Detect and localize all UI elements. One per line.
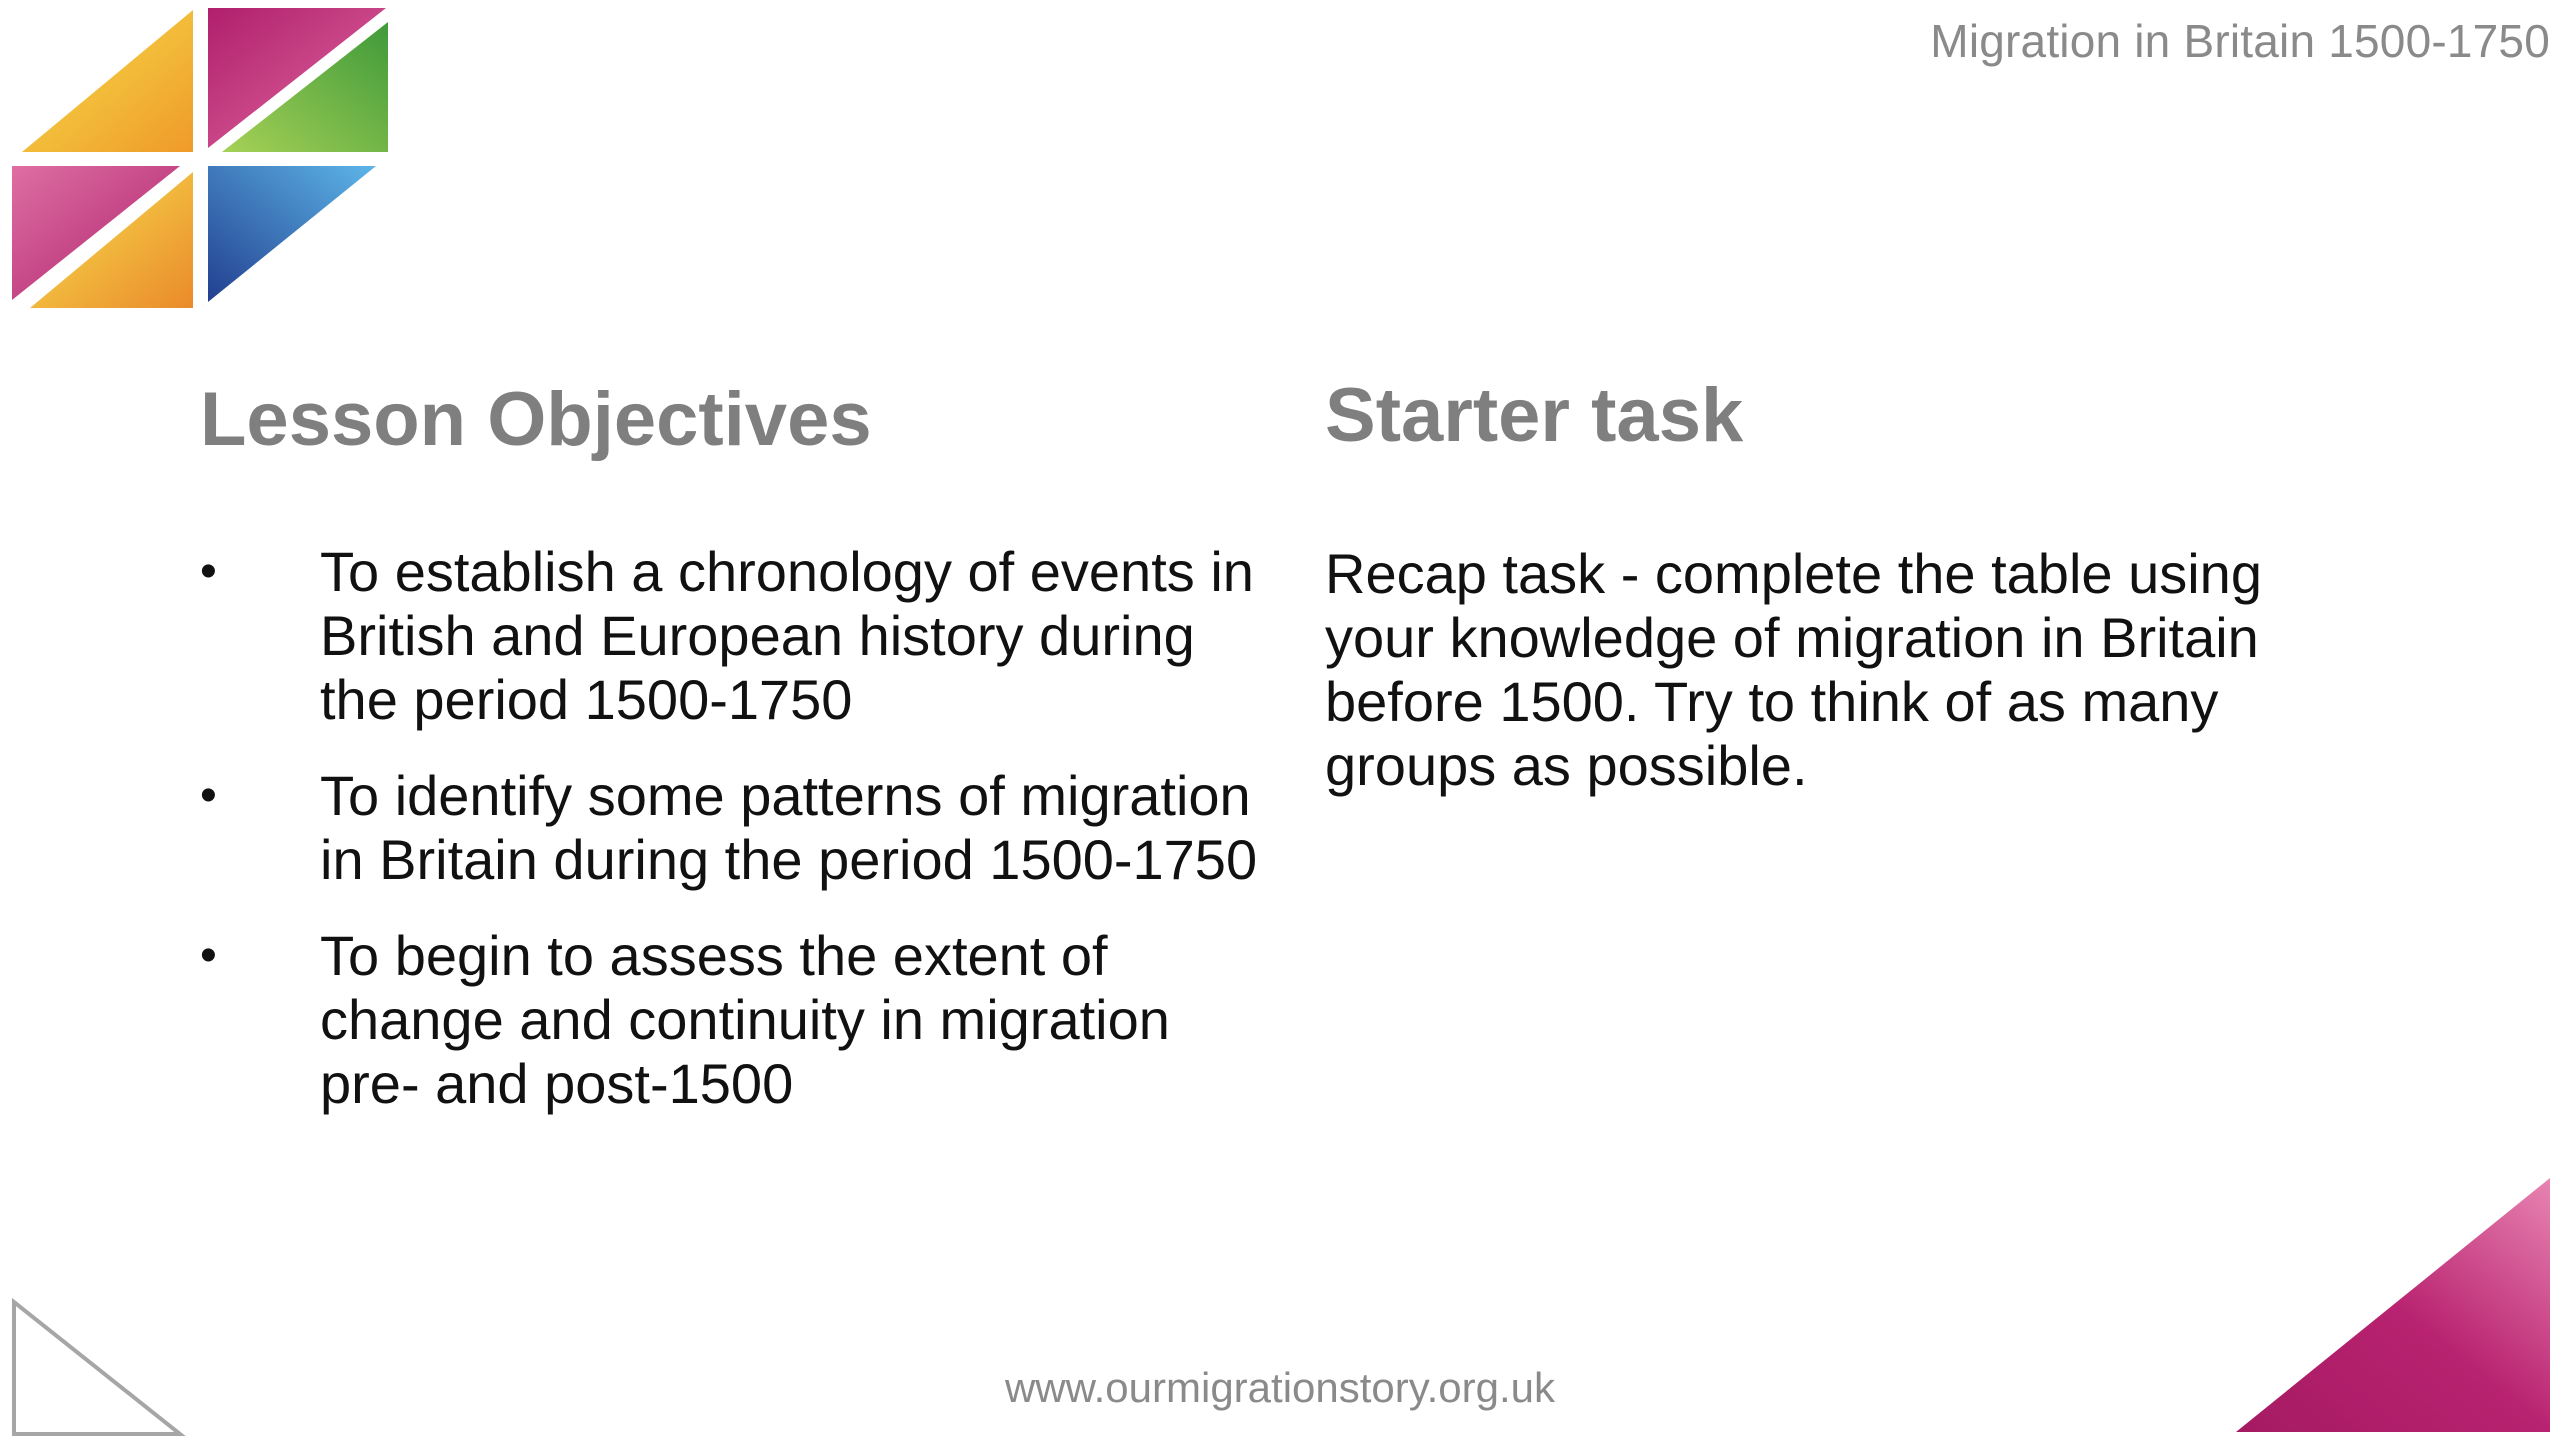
starter-task-heading: Starter task (1325, 373, 1744, 458)
logo-triangle-blue (208, 166, 376, 302)
footer-url[interactable]: www.ourmigrationstory.org.uk (1004, 1364, 1556, 1411)
logo-triangle-yellow (22, 10, 193, 152)
bullet-icon: • (200, 545, 217, 598)
starter-task-body: Recap task - complete the table using your knowledge of migration in Britain before 1500. Try to think of as many groups as possible. (1325, 542, 2262, 797)
lesson-objectives-heading: Lesson Objectives (200, 377, 872, 462)
objectives-list (200, 540, 1260, 1148)
objective-text: To establish a chronology of events in British and European history during the period 1500-1750 (320, 540, 1254, 731)
objective-item (200, 924, 1260, 1116)
deck-title: Migration in Britain 1500-1750 (1930, 15, 2550, 67)
objective-item (200, 764, 1260, 892)
bullet-icon: • (200, 769, 217, 822)
multicolour-triangles-logo (0, 0, 400, 320)
bullet-icon: • (200, 929, 217, 982)
objective-item (200, 540, 1260, 732)
objective-text: To identify some patterns of migration in Britain during the period 1500-1750 (320, 764, 1258, 891)
objective-text: To begin to assess the extent of change and continuity in migration pre- and post-1500 (320, 924, 1170, 1115)
